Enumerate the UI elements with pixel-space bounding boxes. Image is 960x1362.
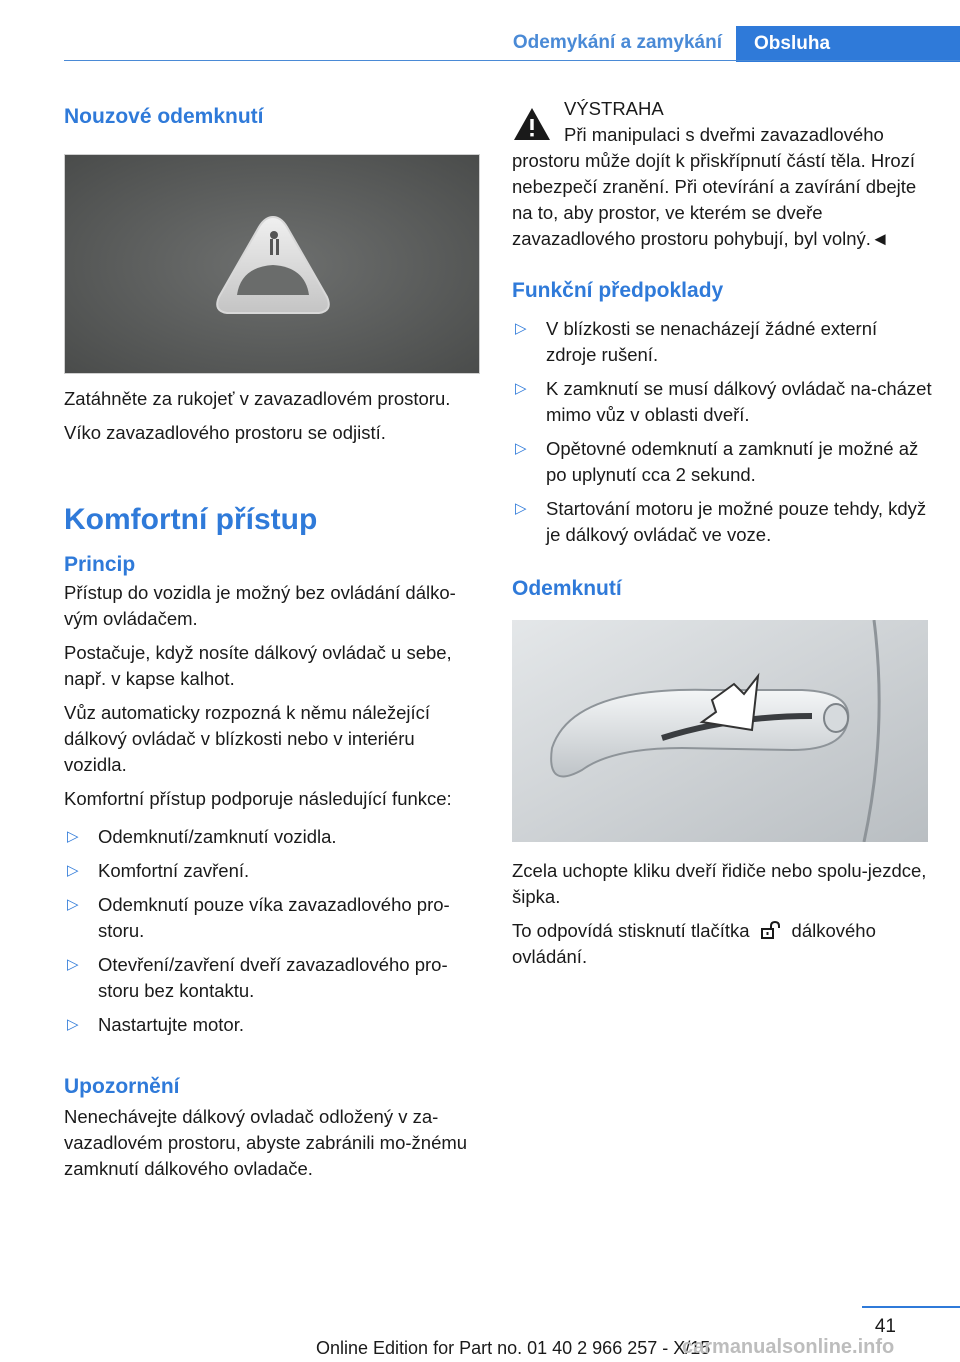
door-handle-photo [512,620,928,842]
principle-paragraph-3: Vůz automaticky rozpozná k němu náležející dálkový ovládač v blízkosti nebo v interiéru vozidla. [64,702,431,775]
principle-paragraph-2: Postačuje, když nosíte dálkový ovládač u sebe, např. v kapse kalhot. [64,642,452,689]
comfort-access-heading: Komfortní přístup [64,503,318,536]
emergency-paragraph-2: Víko zavazadlového prostoru se odjistí. [64,422,386,443]
watermark: carmanualsonline.info [682,1336,895,1358]
left-column [64,96,482,1182]
principle-heading: Princip [64,553,136,576]
page-number: 41 [874,1316,896,1337]
prerequisites-heading: Funkční předpoklady [512,279,724,302]
unlock-paragraph-1: Zcela uchopte kliku dveří řidiče nebo spolu-jezdce, šipka. [512,860,927,907]
list-item: ▷ Opětovné odemknutí a zamknutí je možné až po uplynutí cca 2 sekund. [515,438,919,485]
triangle-bullet-icon: ▷ [67,1016,79,1033]
triangle-bullet-icon: ▷ [515,380,527,397]
right-column [512,96,932,970]
unlock-icon [760,921,782,939]
warning-box [512,96,932,252]
triangle-bullet-icon: ▷ [67,862,79,879]
prerequisites-list [512,316,932,548]
list-item: ▷ Odemknutí pouze víka zavazadlového pro-storu. [67,894,450,941]
list-item: ▷ Komfortní zavření. [64,858,482,884]
triangle-bullet-icon: ▷ [515,440,527,457]
principle-paragraph-4: Komfortní přístup podporuje následující funkce: [64,788,452,809]
warning-label: VÝSTRAHA [564,98,664,119]
trunk-release-handle-icon [65,155,480,374]
header-chapter-tab: Obsluha [736,26,960,62]
triangle-bullet-icon: ▷ [515,320,527,337]
emergency-unlock-heading: Nouzové odemknutí [64,105,264,128]
list-item: ▷ K zamknutí se musí dálkový ovládač na-cházet mimo vůz v oblasti dveří. [515,378,932,425]
unlock-heading: Odemknutí [512,577,622,600]
warning-triangle-icon [512,106,552,142]
comfort-functions-list [64,824,482,1038]
list-item: ▷ Nastartujte motor. [64,1012,482,1038]
list-item: ▷ Otevření/zavření dveří zavazadlového pro-storu bez kontaktu. [67,954,448,1001]
list-item: ▷ Startování motoru je možné pouze tehdy, když je dálkový ovládač ve voze. [515,498,927,545]
warning-text: Při manipulaci s dveřmi zavazadlového prostoru může dojít k přiskřípnutí částí těla. Hrozí nebezpečí zranění. Při otevírání a zavírání dbejte na to, aby prostor, ve kterém se dveře zavazadlového prostoru pohybují, byl volný.◄ [512,124,917,249]
header-section-title: Odemykání a zamykání [512,32,722,53]
triangle-bullet-icon: ▷ [67,956,79,973]
unlock-paragraph-2: To odpovídá stisknutí tlačítka dálkového ovládání. [512,920,876,967]
trunk-release-photo [64,154,480,374]
footer-edition: Online Edition for Part no. 01 40 2 966 257 - X/15 [316,1338,711,1358]
footer-rule [862,1306,960,1308]
principle-paragraph-1: Přístup do vozidla je možný bez ovládání dálko-vým ovládačem. [64,582,456,629]
list-item: ▷ Odemknutí/zamknutí vozidla. [64,824,482,850]
notice-paragraph: Nenechávejte dálkový ovladač odložený v za-vazadlovém prostoru, abyste zabránili mo-žnému zamknutí dálkového ovladače. [64,1106,468,1179]
triangle-bullet-icon: ▷ [515,500,527,517]
door-handle-arrow-icon [512,620,928,842]
notice-heading: Upozornění [64,1075,180,1098]
triangle-bullet-icon: ▷ [67,896,79,913]
triangle-bullet-icon: ▷ [67,828,79,845]
list-item: ▷ V blízkosti se nenacházejí žádné externí zdroje rušení. [515,318,878,365]
header-rule [64,60,960,61]
emergency-paragraph-1: Zatáhněte za rukojeť v zavazadlovém prostoru. [64,388,451,409]
